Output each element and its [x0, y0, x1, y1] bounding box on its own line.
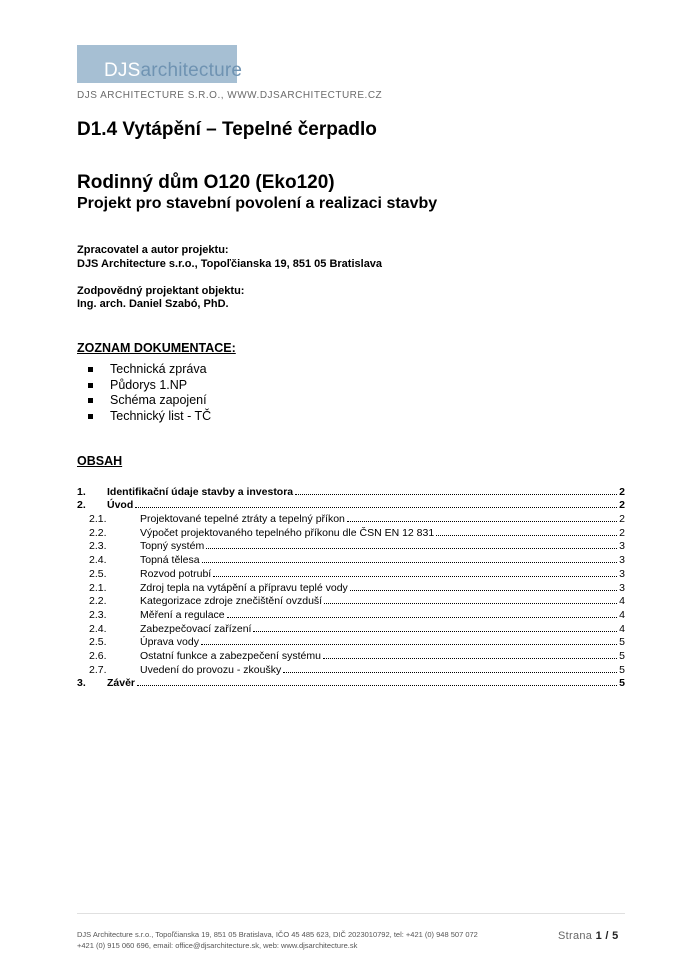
toc-number: 2.4.	[89, 622, 107, 635]
toc-entry[interactable]	[77, 484, 625, 498]
toc-title: Rozvod potrubí	[140, 567, 212, 580]
toc-entry[interactable]	[77, 525, 625, 539]
toc-entry[interactable]	[77, 662, 625, 676]
bullet-icon	[88, 367, 93, 372]
toc-leader	[253, 631, 617, 632]
toc-page: 2	[619, 526, 625, 539]
footer-divider	[77, 913, 625, 914]
toc-number: 2.2.	[89, 595, 107, 608]
toc-leader	[135, 507, 617, 508]
toc-page: 2	[619, 485, 625, 498]
documentation-item-label: Schéma zapojení	[110, 393, 207, 407]
responsible-value: Ing. arch. Daniel Szabó, PhD.	[77, 298, 229, 310]
toc-title: Závěr	[107, 677, 136, 690]
toc-number: 2.7.	[89, 663, 107, 676]
toc-page: 3	[619, 540, 625, 553]
documentation-item	[87, 378, 211, 394]
toc-page: 5	[619, 677, 625, 690]
toc-number: 1.	[77, 485, 86, 498]
toc-number: 2.5.	[89, 636, 107, 649]
logo-suffix: architecture	[140, 60, 243, 81]
toc-title: Kategorizace zdroje znečištění ovzduší	[140, 595, 323, 608]
toc-title: Topná tělesa	[140, 554, 200, 567]
toc-number: 2.2.	[89, 526, 107, 539]
documentation-item-label: Půdorys 1.NP	[110, 377, 188, 392]
project-subtitle: Projekt pro stavební povolení a realizaci stavby	[77, 195, 438, 212]
toc-number: 2.4.	[89, 554, 107, 567]
toc-title: Topný systém	[140, 540, 205, 553]
toc-title: Výpočet projektovaného tepelného příkonu dle ČSN EN 12 831	[140, 526, 435, 539]
toc-leader	[347, 521, 617, 522]
toc-leader	[324, 603, 617, 604]
toc-page: 2	[619, 513, 625, 526]
toc-number: 2.6.	[89, 649, 107, 662]
toc-page: 4	[619, 622, 625, 635]
toc-entry[interactable]	[77, 648, 625, 662]
toc-leader	[227, 617, 618, 618]
toc-heading: OBSAH	[77, 454, 123, 468]
toc-page: 2	[619, 499, 625, 512]
toc-title: Zabezpečovací zařízení	[140, 622, 252, 635]
house-title: Rodinný dům O120 (Eko120)	[77, 172, 335, 193]
toc-page: 3	[619, 567, 625, 580]
toc-entry[interactable]	[77, 539, 625, 553]
toc-page: 4	[619, 608, 625, 621]
table-of-contents	[77, 484, 625, 689]
toc-page: 5	[619, 663, 625, 676]
toc-leader	[206, 548, 617, 549]
toc-leader	[201, 644, 617, 645]
toc-number: 2.	[77, 499, 86, 512]
toc-number: 2.3.	[89, 608, 107, 621]
page-number: 1 / 5	[595, 930, 619, 942]
toc-title: Ostatní funkce a zabezpečení systému	[140, 649, 321, 662]
documentation-item-label: Technický list - TČ	[110, 408, 212, 423]
toc-page: 3	[619, 581, 625, 594]
toc-entry[interactable]	[77, 511, 625, 525]
documentation-list	[87, 362, 211, 424]
toc-leader	[436, 535, 617, 536]
toc-leader	[283, 672, 617, 673]
documentation-item	[87, 362, 211, 378]
processor-value: DJS Architecture s.r.o., Topoľčianska 19, 851 05 Bratislava	[77, 258, 383, 270]
toc-entry[interactable]	[77, 635, 625, 649]
toc-entry[interactable]	[77, 607, 625, 621]
toc-entry[interactable]	[77, 621, 625, 635]
bullet-icon	[88, 383, 93, 388]
toc-title: Identifikační údaje stavby a investora	[107, 485, 294, 498]
toc-number: 2.3.	[89, 540, 107, 553]
toc-number: 2.1.	[89, 581, 107, 594]
toc-page: 5	[619, 636, 625, 649]
footer-contact-line-1: DJS Architecture s.r.o., Topoľčianska 19, 851 05 Bratislava, IČO 45 485 623, DIČ 2023010792, tel: +421 (0) 948 507 072	[77, 930, 478, 939]
toc-page: 5	[619, 649, 625, 662]
toc-page: 3	[619, 554, 625, 567]
page-label: Strana	[558, 930, 593, 942]
toc-title: Měření a regulace	[140, 608, 225, 621]
logo-prefix: DJS	[104, 60, 141, 81]
document-title: D1.4 Vytápění – Tepelné čerpadlo	[77, 119, 377, 140]
documentation-heading: ZOZNAM DOKUMENTACE:	[77, 341, 236, 355]
toc-number: 3.	[77, 677, 86, 690]
processor-label: Zpracovatel a autor projektu:	[77, 244, 229, 256]
documentation-item	[87, 409, 211, 425]
toc-entry[interactable]	[77, 580, 625, 594]
documentation-item-label: Technická zpráva	[110, 362, 207, 376]
toc-title: Projektované tepelné ztráty a tepelný příkon	[140, 513, 345, 526]
toc-leader	[350, 590, 617, 591]
toc-title: Uvedení do provozu - zkoušky	[140, 663, 282, 676]
toc-leader	[202, 562, 618, 563]
toc-page: 4	[619, 595, 625, 608]
toc-entry[interactable]	[77, 594, 625, 608]
toc-leader	[137, 685, 617, 686]
bullet-icon	[88, 398, 93, 403]
footer-contact-line-2: +421 (0) 915 060 696, email: office@djsarchitecture.sk, web: www.djsarchitecture.sk	[77, 941, 358, 950]
toc-number: 2.1.	[89, 513, 107, 526]
toc-title: Zdroj tepla na vytápění a přípravu teplé vody	[140, 581, 348, 594]
toc-entry[interactable]	[77, 498, 625, 512]
page-indicator	[558, 930, 618, 942]
toc-leader	[295, 494, 617, 495]
toc-entry[interactable]	[77, 676, 625, 690]
toc-title: Úvod	[107, 499, 134, 512]
bullet-icon	[88, 414, 93, 419]
toc-entry[interactable]	[77, 566, 625, 580]
responsible-label: Zodpovědný projektant objektu:	[77, 285, 245, 297]
toc-leader	[213, 576, 617, 577]
toc-leader	[323, 658, 617, 659]
documentation-item	[87, 393, 211, 409]
logo-wordmark	[104, 60, 242, 82]
toc-title: Úprava vody	[140, 636, 199, 649]
toc-entry[interactable]	[77, 552, 625, 566]
toc-number: 2.5.	[89, 567, 107, 580]
company-line: DJS ARCHITECTURE S.R.O., WWW.DJSARCHITECTURE.CZ	[77, 90, 383, 101]
